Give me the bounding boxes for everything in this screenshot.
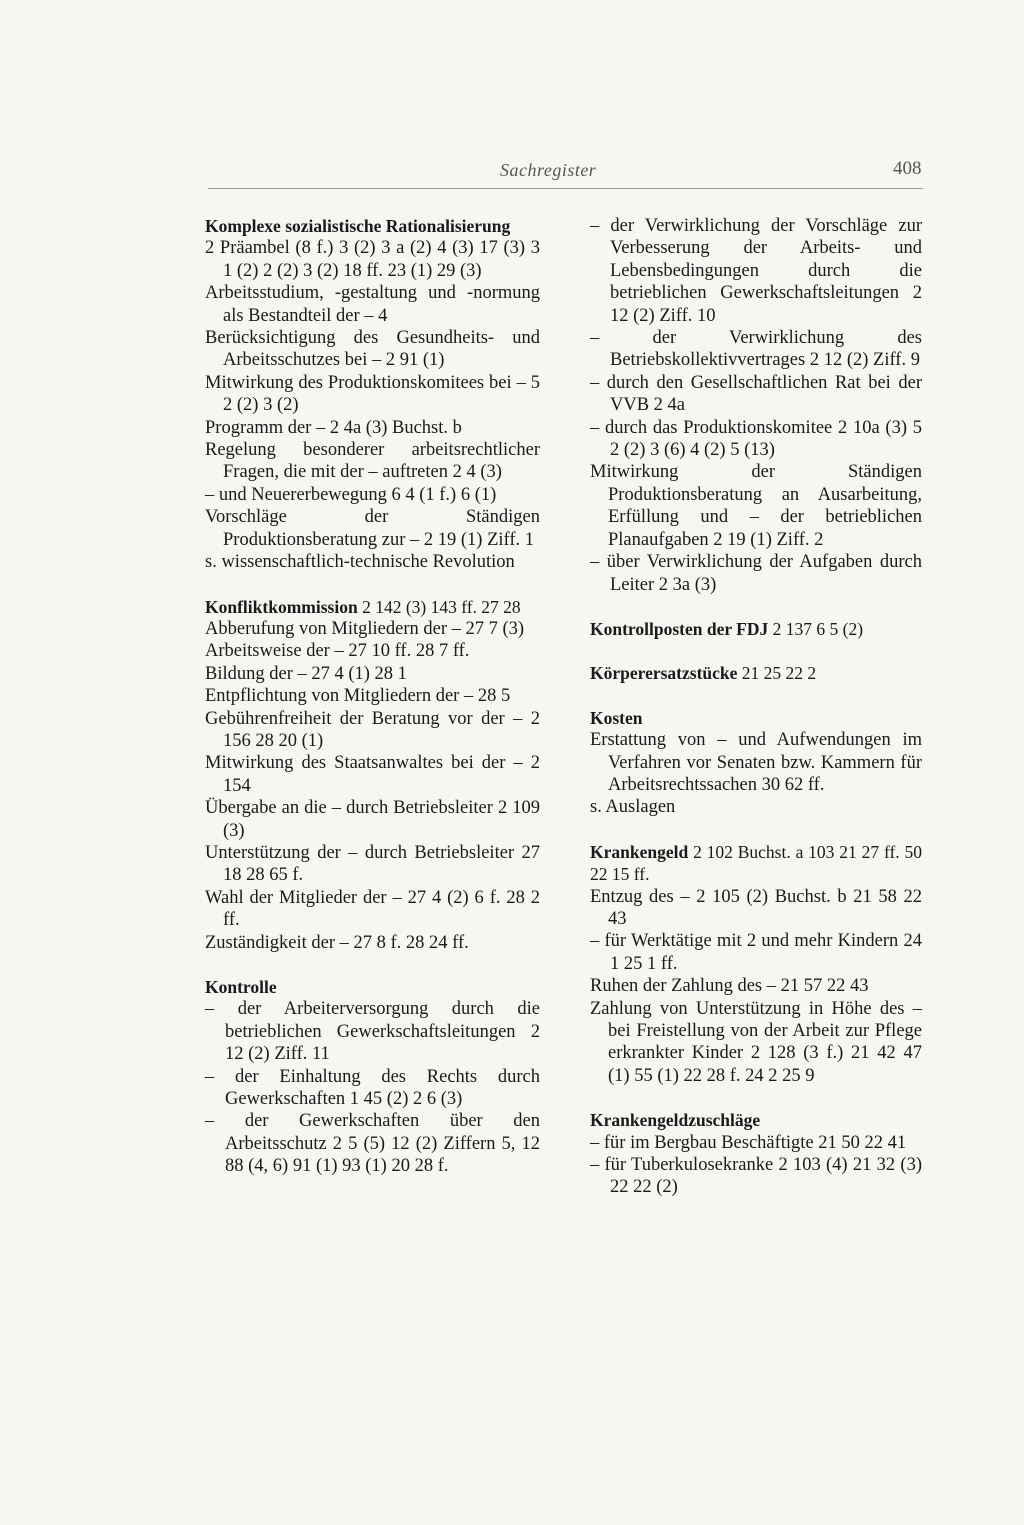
entry-line: – durch den Gesellschaftlichen Rat bei der VVB 2 4a — [590, 372, 922, 416]
entry-line: – der Arbeiterversorgung durch die betrieblichen Gewerkschaftsleitungen 2 12 (2) Ziff. 11 — [205, 999, 540, 1065]
entry-heading-text: Kosten — [590, 707, 643, 728]
index-entry — [590, 215, 922, 596]
left-column — [205, 215, 540, 1200]
entry-heading — [590, 841, 922, 886]
entry-heading — [205, 596, 540, 618]
entry-line: – der Gewerkschaften über den Arbeitsschutz 2 5 (5) 12 (2) Ziffern 5, 12 88 (4, 6) 91 (1) 93 (1) 20 28 f. — [205, 1111, 540, 1177]
entry-line: Arbeitsstudium, -gestaltung und -normung als Bestandteil der – 4 — [205, 283, 540, 326]
index-entry — [590, 707, 922, 819]
entry-line: Berücksichtigung des Gesundheits- und Arbeitsschutzes bei – 2 91 (1) — [205, 328, 540, 371]
entry-heading — [590, 707, 922, 729]
entry-heading — [205, 215, 540, 237]
entry-line: Mitwirkung des Produktionskomitees bei – 5 2 (2) 3 (2) — [205, 372, 540, 416]
entry-heading-text: Komplexe sozialistische Rationalisierung — [205, 216, 511, 236]
entry-line: Zahlung von Unterstützung in Höhe des – bei Freistellung von der Arbeit zur Pflege erkrankter Kinder 2 128 (3 f.) 21 42 47 (1) 55 (1) 22 28 f. 24 2 25 9 — [590, 998, 922, 1086]
entry-heading-refs: 2 102 Buchst. a 103 21 27 ff. 50 22 15 ff. — [590, 841, 923, 885]
entry-line: Erstattung von – und Aufwendungen im Verfahren vor Senaten bzw. Kammern für Arbeitsrechtssachen 30 62 ff. — [590, 730, 922, 795]
index-entry — [590, 1109, 922, 1199]
entry-line: Bildung der – 27 4 (1) 28 1 — [205, 663, 407, 684]
entry-heading — [205, 976, 540, 998]
entry-line: – der Verwirklichung des Betriebskollektivvertrages 2 12 (2) Ziff. 9 — [590, 328, 922, 371]
entry-line: – für im Bergbau Beschäftigte 21 50 22 41 — [590, 1132, 907, 1153]
entry-line: Zuständigkeit der – 27 8 f. 28 24 ff. — [205, 932, 469, 953]
entry-line: Arbeitsweise der – 27 10 ff. 28 7 ff. — [205, 641, 470, 662]
entry-line: Regelung besonderer arbeitsrechtlicher Fragen, die mit der – auftreten 2 4 (3) — [205, 440, 540, 483]
entry-line: – und Neuererbewegung 6 4 (1 f.) 6 (1) — [205, 484, 497, 505]
entry-heading-text: Krankengeld — [590, 841, 689, 862]
entry-line: – durch das Produktionskomitee 2 10a (3) 5 2 (2) 3 (6) 4 (2) 5 (13) — [590, 417, 922, 461]
entry-line: Ruhen der Zahlung des – 21 57 22 43 — [590, 976, 869, 997]
entry-heading-text: Körperersatzstücke — [590, 663, 738, 684]
running-title: Sachregister — [500, 160, 597, 180]
entry-heading-refs: 2 137 6 5 (2) — [772, 618, 864, 639]
entry-line: Abberufung von Mitgliedern der – 27 7 (3) — [205, 618, 525, 639]
entry-line: – der Einhaltung des Rechts durch Gewerkschaften 1 45 (2) 2 6 (3) — [205, 1066, 540, 1110]
index-entry — [205, 215, 540, 574]
entry-heading-text: Krankengeldzuschläge — [590, 1110, 761, 1131]
entry-heading-refs: 2 142 (3) 143 ff. 27 28 — [362, 596, 521, 617]
entry-line: s. Auslagen — [590, 797, 676, 818]
entry-line: 2 Präambel (8 f.) 3 (2) 3 a (2) 4 (3) 17 (3) 3 1 (2) 2 (2) 3 (2) 18 ff. 23 (1) 29 (3) — [205, 238, 540, 281]
right-column — [590, 215, 922, 1221]
entry-line: – für Werktätige mit 2 und mehr Kindern 24 1 25 1 ff. — [590, 931, 922, 974]
entry-heading-text: Kontrollposten der FDJ — [590, 618, 769, 639]
index-entry — [590, 841, 922, 1087]
entry-line: Übergabe an die – durch Betriebsleiter 2 109 (3) — [205, 798, 540, 841]
entry-line: – der Verwirklichung der Vorschläge zur Verbesserung der Arbeits- und Lebensbedingungen durch die betrieblichen Gewerkschaftsleitungen 2 12 (2) Ziff. 10 — [590, 216, 922, 326]
entry-line: Wahl der Mitglieder der – 27 4 (2) 6 f. 28 2 ff. — [205, 887, 540, 931]
entry-line: Unterstützung der – durch Betriebsleiter 27 18 28 65 f. — [205, 842, 540, 886]
index-entry — [205, 976, 540, 1178]
entry-heading-text: Konfliktkommission — [205, 596, 358, 617]
entry-heading — [590, 662, 922, 684]
entry-line: Mitwirkung der Ständigen Produktionsberatung an Ausarbeitung, Erfüllung und – der betrieblichen Planaufgaben 2 19 (1) Ziff. 2 — [590, 462, 922, 550]
entry-heading — [590, 618, 922, 640]
entry-line: Vorschläge der Ständigen Produktionsberatung zur – 2 19 (1) Ziff. 1 — [205, 507, 540, 550]
entry-line: s. wissenschaftlich-technische Revolution — [205, 552, 515, 573]
entry-line: Programm der – 2 4a (3) Buchst. b — [205, 417, 462, 438]
entry-heading — [590, 1109, 922, 1131]
entry-line: – über Verwirklichung der Aufgaben durch Leiter 2 3a (3) — [590, 552, 922, 595]
entry-line: – für Tuberkulosekranke 2 103 (4) 21 32 (3) 22 22 (2) — [590, 1155, 922, 1198]
entry-line: Entzug des – 2 105 (2) Buchst. b 21 58 22 43 — [590, 886, 922, 929]
header-rule — [208, 188, 923, 189]
entry-line: Gebührenfreiheit der Beratung vor der – 2 156 28 20 (1) — [205, 708, 540, 751]
entry-line: Entpflichtung von Mitgliedern der – 28 5 — [205, 686, 511, 707]
index-entry — [590, 618, 922, 640]
entry-line: Mitwirkung des Staatsanwaltes bei der – 2 154 — [205, 753, 540, 796]
page-number: 408 — [893, 158, 922, 179]
index-entry — [590, 662, 922, 684]
entry-heading-refs: 21 25 22 2 — [741, 663, 817, 684]
index-entry — [205, 596, 540, 955]
entry-heading-text: Kontrolle — [205, 977, 277, 997]
